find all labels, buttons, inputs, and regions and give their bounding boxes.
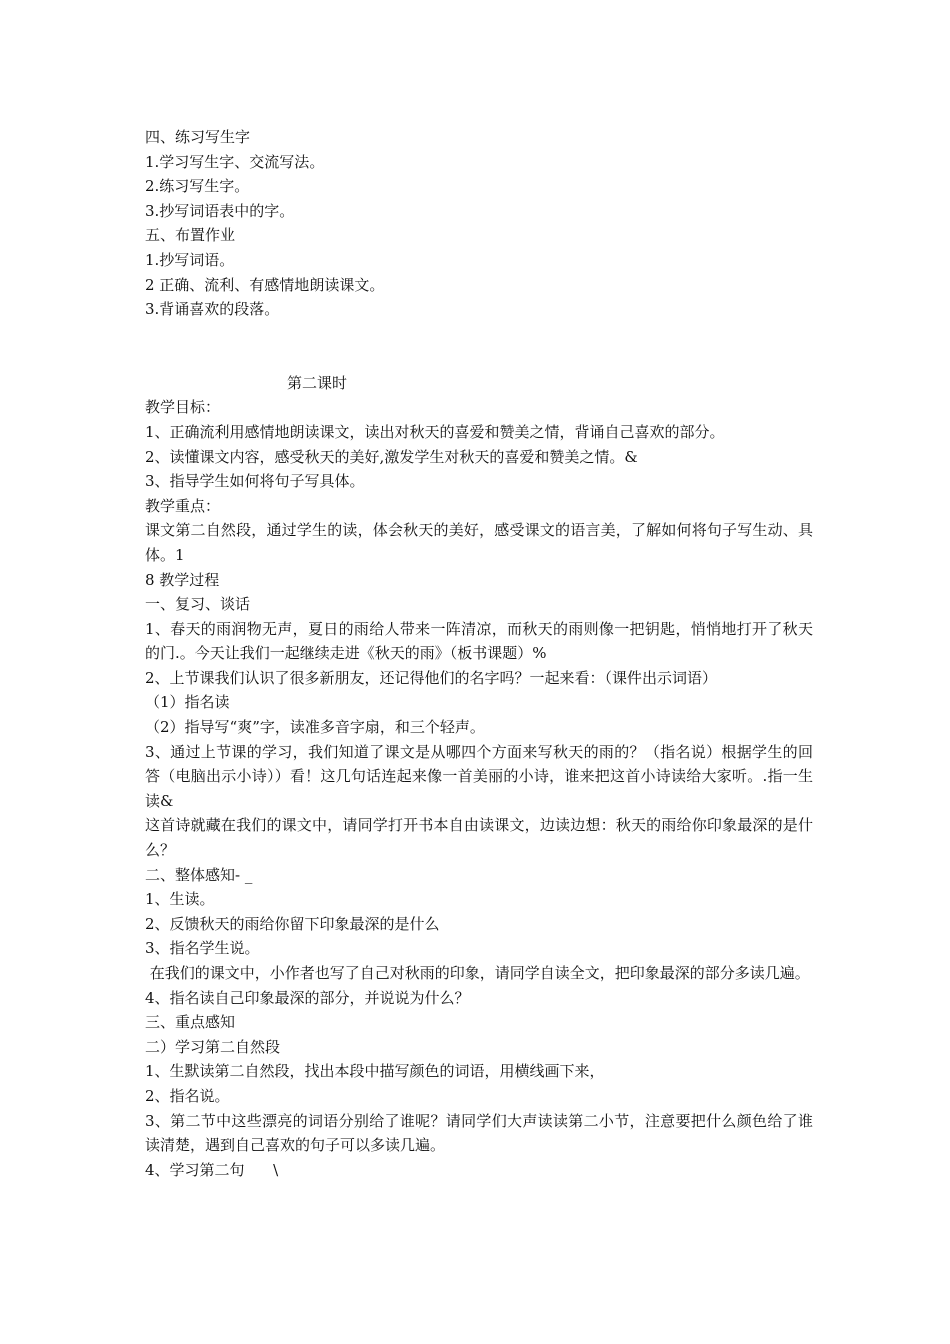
text-line: 2 正确、流利、有感情地朗读课文。 [145, 275, 385, 294]
heading-key-perception: 三、重点感知 [145, 1013, 236, 1032]
text-line: 4、学习第二句 \ [145, 1160, 279, 1179]
paragraph: 2、上节课我们认识了很多新朋友，还记得他们的名字吗？一起来看：（课件出示词语） [145, 668, 718, 687]
heading-overall-perception: 二、整体感知- _ [145, 865, 253, 884]
text-line: 2、读懂课文内容，感受秋天的美好,激发学生对秋天的喜爱和赞美之情。& [145, 447, 638, 466]
paragraph: 课文第二自然段，通过学生的读，体会秋天的美好，感受课文的语言美，了解如何将句子写生动、具体。1 [145, 521, 813, 564]
text-line: 1、正确流利用感情地朗读课文，读出对秋天的喜爱和赞美之情，背诵自己喜欢的部分。 [145, 422, 725, 441]
heading-homework: 五、布置作业 [145, 226, 236, 245]
paragraph: 在我们的课文中，小作者也写了自己对秋雨的印象，请同学自读全文，把印象最深的部分多读几遍。 [145, 964, 810, 982]
section-second-lesson [145, 395, 813, 1182]
lesson-title: 第二课时 [287, 373, 348, 392]
text-line: 1、生读。 [145, 890, 215, 909]
text-line: （1）指名读 [145, 693, 230, 712]
text-line: 3.抄写词语表中的字。 [145, 201, 295, 220]
text-line: 3、指导学生如何将句子写具体。 [145, 472, 365, 491]
heading-teaching-process: 8 教学过程 [145, 570, 220, 589]
text-line: 3.背诵喜欢的段落。 [145, 300, 280, 319]
text-line: （2）指导写“爽”字，读准多音字扇，和三个轻声。 [145, 718, 485, 737]
text-line: 2.练习写生字。 [145, 177, 250, 196]
document-body [145, 125, 813, 1182]
text-line: 1.抄写词语。 [145, 250, 235, 269]
heading-second-paragraph: 二）学习第二自然段 [145, 1037, 281, 1056]
heading-review: 一、复习、谈话 [145, 595, 251, 614]
text-line: 1、生默读第二自然段，找出本段中描写颜色的词语，用横线画下来， [145, 1062, 605, 1081]
paragraph: 这首诗就藏在我们的课文中，请同学打开书本自由读课文，边读边想：秋天的雨给你印象最深的是什么？ [145, 816, 813, 860]
paragraph: 3、第二节中这些漂亮的词语分别给了谁呢？请同学们大声读读第二小节，注意要把什么颜色给了谁读清楚，遇到自己喜欢的句子可以多读几遍。 [145, 1111, 813, 1155]
paragraph: 3、通过上节课的学习，我们知道了课文是从哪四个方面来写秋天的雨的？（指名说）根据学生的回答（电脑出示小诗））看！这几句话连起来像一首美丽的小诗，谁来把这首小诗读给大家听。.指一生读& [145, 742, 813, 810]
section-writing-practice [145, 125, 813, 322]
text-line: 1.学习写生字、交流写法。 [145, 152, 325, 171]
heading-teaching-focus: 教学重点： [145, 496, 221, 515]
heading-practice-characters: 四、练习写生字 [145, 128, 251, 146]
text-line: 3、指名学生说。 [145, 939, 260, 958]
text-line: 2、指名说。 [145, 1086, 230, 1105]
text-line: 4、指名读自己印象最深的部分，并说说为什么？ [145, 988, 470, 1007]
text-line: 2、反馈秋天的雨给你留下印象最深的是什么 [145, 914, 440, 933]
heading-teaching-goals: 教学目标： [145, 398, 221, 417]
paragraph: 1、春天的雨润物无声，夏日的雨给人带来一阵清凉，而秋天的雨则像一把钥匙，悄悄地打开了秋天的门.。今天让我们一起继续走进《秋天的雨》（板书课题）% [145, 619, 813, 663]
blank-space [145, 322, 813, 371]
